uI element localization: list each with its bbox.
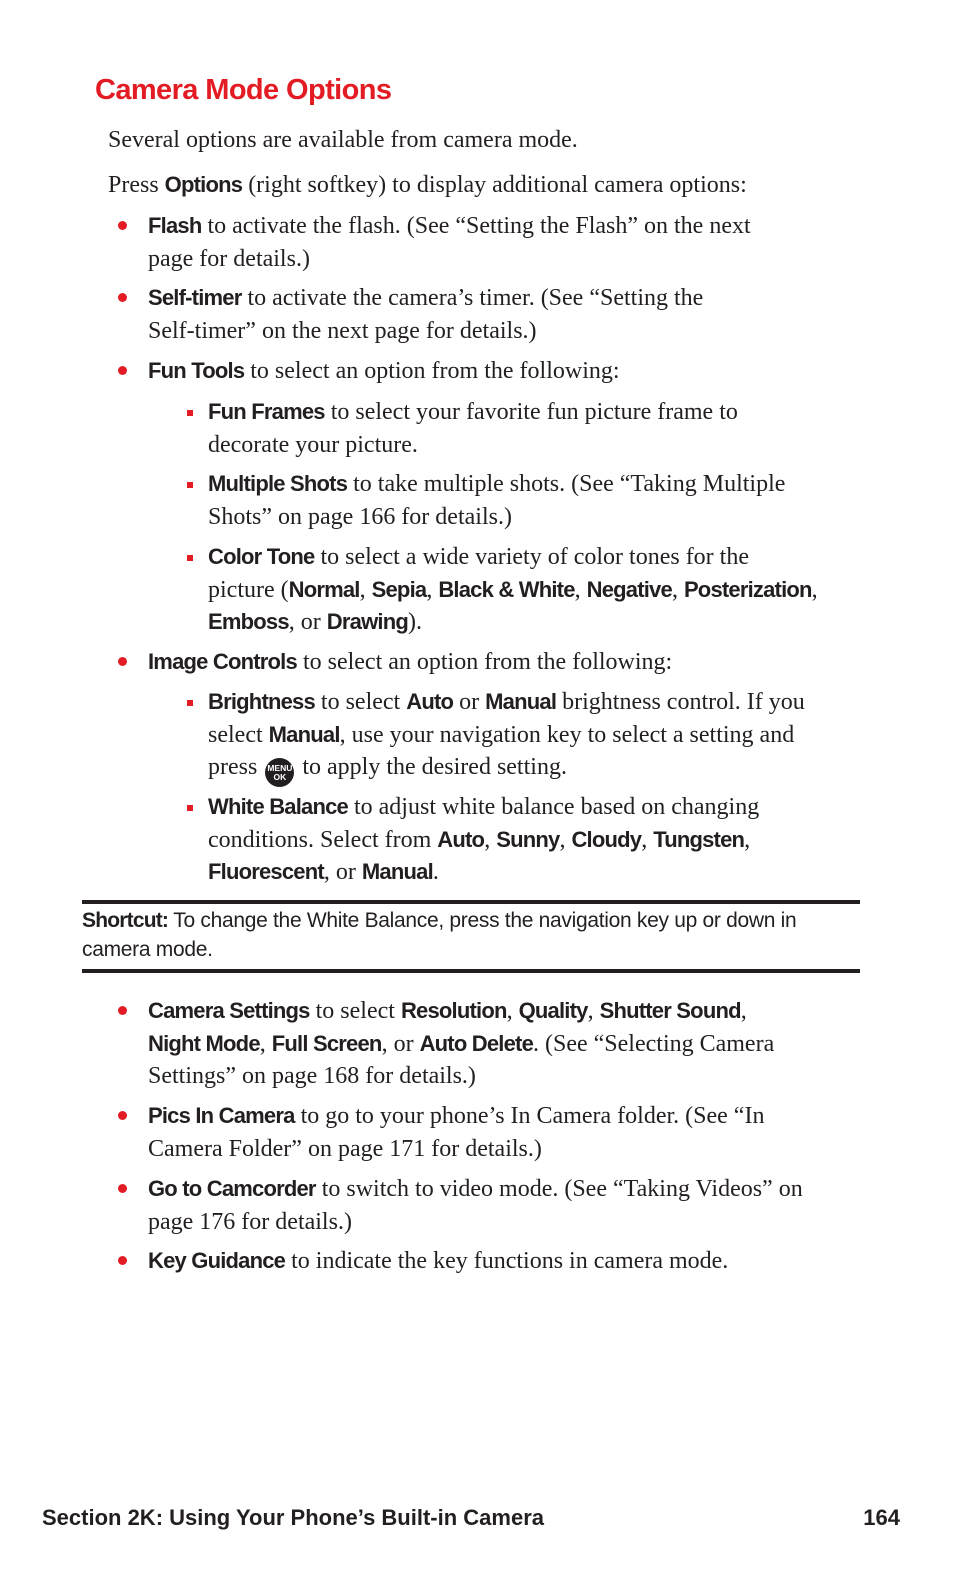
bullet-icon	[118, 1184, 127, 1193]
shortcut-top-rule	[82, 900, 860, 904]
bullet-icon	[118, 221, 127, 230]
footer-section-title: Section 2K: Using Your Phone’s Built-in Camera	[42, 1505, 545, 1530]
list-item-key-guidance: Key Guidance to indicate the key functions in camera mode.	[148, 1245, 868, 1278]
list-item-flash: Flash to activate the flash. (See “Setting the Flash” on the next page for details.)	[148, 210, 868, 275]
page-number: 164	[863, 1505, 900, 1530]
intro-paragraph: Several options are available from camera mode.	[108, 127, 578, 153]
bullet-icon	[118, 1111, 127, 1120]
press-options-paragraph: Press Options (right softkey) to display additional camera options:	[108, 172, 747, 198]
list-item-image-controls: Image Controls to select an option from the following:	[148, 646, 868, 679]
sublist-item-white-balance: White Balance to adjust white balance based on changing conditions. Select from Auto, Sunny, Cloudy, Tungsten, Fluorescent, or Manual.	[208, 791, 868, 889]
sublist-item-brightness: Brightness to select Auto or Manual brightness control. If you select Manual, use your navigation key to select a setting and press MENU OK to apply the desired setting.	[208, 686, 868, 787]
bullet-icon	[118, 366, 127, 375]
square-bullet-icon	[187, 410, 193, 416]
square-bullet-icon	[187, 482, 193, 488]
bullet-icon	[118, 293, 127, 302]
sublist-item-fun-frames: Fun Frames to select your favorite fun picture frame to decorate your picture.	[208, 396, 868, 461]
bullet-icon	[118, 1006, 127, 1015]
square-bullet-icon	[187, 700, 193, 706]
list-item-self-timer: Self-timer to activate the camera’s timer. (See “Setting the Self-timer” on the next page for details.)	[148, 282, 868, 347]
shortcut-note: Shortcut: To change the White Balance, press the navigation key up or down in camera mode.	[82, 909, 797, 961]
shortcut-label: Shortcut:	[82, 909, 169, 932]
menu-ok-key-icon: MENU OK	[265, 758, 294, 787]
list-item-camera-settings: Camera Settings to select Resolution, Quality, Shutter Sound, Night Mode, Full Screen, or Auto Delete. (See “Selecting Camera Settings” on page 168 for details.)	[148, 995, 868, 1093]
page-title: Camera Mode Options	[95, 74, 392, 106]
bullet-icon	[118, 1256, 127, 1265]
list-item-pics-in-camera: Pics In Camera to go to your phone’s In Camera folder. (See “In Camera Folder” on page 171 for details.)	[148, 1100, 868, 1165]
bullet-icon	[118, 657, 127, 666]
page-footer	[42, 1505, 900, 1531]
sublist-item-multiple-shots: Multiple Shots to take multiple shots. (See “Taking Multiple Shots” on page 166 for details.)	[208, 468, 868, 533]
square-bullet-icon	[187, 805, 193, 811]
list-item-go-to-camcorder: Go to Camcorder to switch to video mode. (See “Taking Videos” on page 176 for details.)	[148, 1173, 868, 1238]
sublist-item-color-tone: Color Tone to select a wide variety of color tones for the picture (Normal, Sepia, Black & White, Negative, Posterization, Emboss, or Drawing).	[208, 541, 868, 639]
options-key-label: Options	[164, 172, 243, 197]
list-item-fun-tools: Fun Tools to select an option from the following:	[148, 355, 868, 388]
square-bullet-icon	[187, 555, 193, 561]
shortcut-bottom-rule	[82, 969, 860, 973]
